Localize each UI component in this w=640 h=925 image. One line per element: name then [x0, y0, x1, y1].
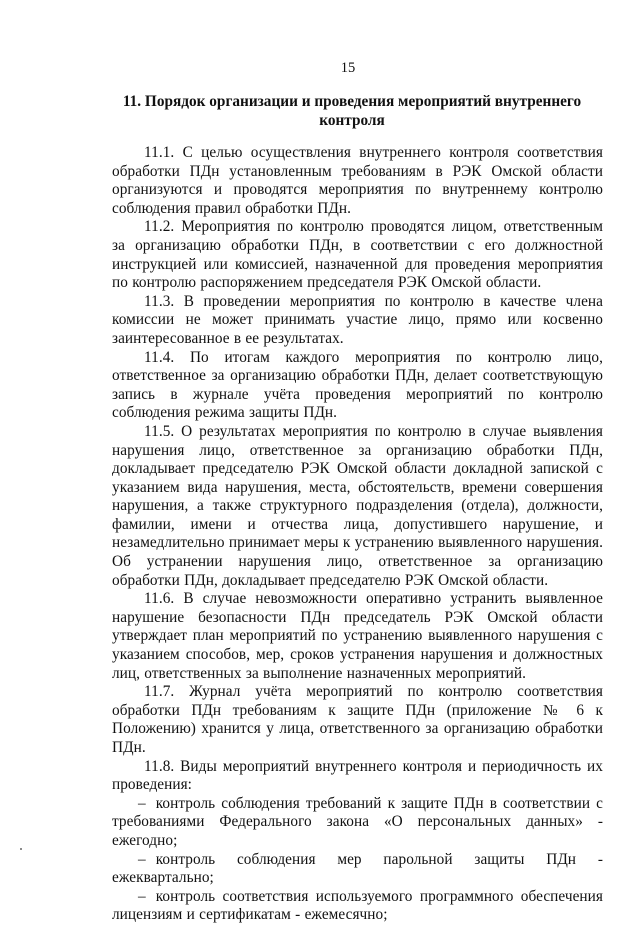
paragraph-11-3: 11.3. В проведении мероприятия по контролю в качестве члена комиссии не может принимать участие лицо, прямо или косвенно заинтересованное в ее результатах.	[112, 292, 603, 347]
paragraph-11-7: 11.7. Журнал учёта мероприятий по контролю соответствия обработки ПДн требованиям к защите ПДн (приложение № 6 к Положению) хранится у лица, ответственного за организацию обработки ПДн.	[112, 683, 603, 756]
list-item	[112, 795, 603, 851]
list-item	[112, 851, 603, 888]
scan-speck	[20, 848, 22, 850]
paragraph-11-2: 11.2. Мероприятия по контролю проводятся лицом, ответственным за организацию обработки ПДн, в соответствии с его должностной инструкцией или комиссией, назначенной для проведения мероприятия по контролю распоряжением председателя РЭК Омской области.	[112, 218, 603, 292]
paragraph-11-4: 11.4. По итогам каждого мероприятия по контролю лицо, ответственное за организацию обработки ПДн, делает соответствующую запись в журнале учёта проведения мероприятий по контролю соблюдения режима защиты ПДн.	[112, 348, 603, 422]
list-dash: –	[138, 887, 146, 905]
list-item-text: контроль соблюдения требований к защите ПДн в соответствии с требованиями Федерального закона «О персональных данных» - ежегодно;	[112, 794, 603, 849]
list-item-text: контроль соответствия используемого программного обеспечения лицензиям и сертификатам - ежемесячно;	[112, 887, 603, 924]
paragraph-11-8: 11.8. Виды мероприятий внутреннего контроля и периодичность их проведения:	[112, 757, 603, 794]
list-dash: –	[138, 850, 146, 868]
section-heading-line-2: контроля	[319, 112, 385, 129]
page-number: 15	[340, 60, 356, 76]
list-item	[112, 888, 603, 925]
paragraph-11-6: 11.6. В случае невозможности оперативно устранить выявленное нарушение безопасности ПДн председатель РЭК Омской области утверждает план мероприятий по устранению выявленного нарушения с указанием способов, мер, сроков устранения нарушения и должностных лиц, ответственных за выполнение назначенных мероприятий.	[112, 590, 603, 682]
section-heading-line-1: 11. Порядок организации и проведения мероприятий внутреннего	[122, 93, 582, 110]
document-body	[112, 144, 603, 925]
list-dash: –	[138, 794, 146, 812]
list-item-text: контроль соблюдения мер парольной защиты ПДн - ежеквартально;	[112, 850, 603, 887]
paragraph-11-5: 11.5. О результатах мероприятия по контролю в случае выявления нарушения лицо, ответственное за организацию обработки ПДн, докладывает председателю РЭК Омской области докладной запиской с указанием вида нарушения, места, обстоятельств, времени совершения нарушения, а также структурного подразделения (отдела), должности, фамилии, имени и отчества лица, допустившего нарушение, и незамедлительно принимает меры к устранению выявленного нарушения. Об устранении нарушения лицо, ответственное за организацию обработки ПДн, докладывает председателю РЭК Омской области.	[112, 422, 603, 589]
paragraph-11-1: 11.1. С целью осуществления внутреннего контроля соответствия обработки ПДн установленным требованиям в РЭК Омской области организуются и проводятся мероприятия по внутреннему контролю соблюдения правил обработки ПДн.	[112, 144, 603, 217]
section-heading	[112, 92, 592, 130]
